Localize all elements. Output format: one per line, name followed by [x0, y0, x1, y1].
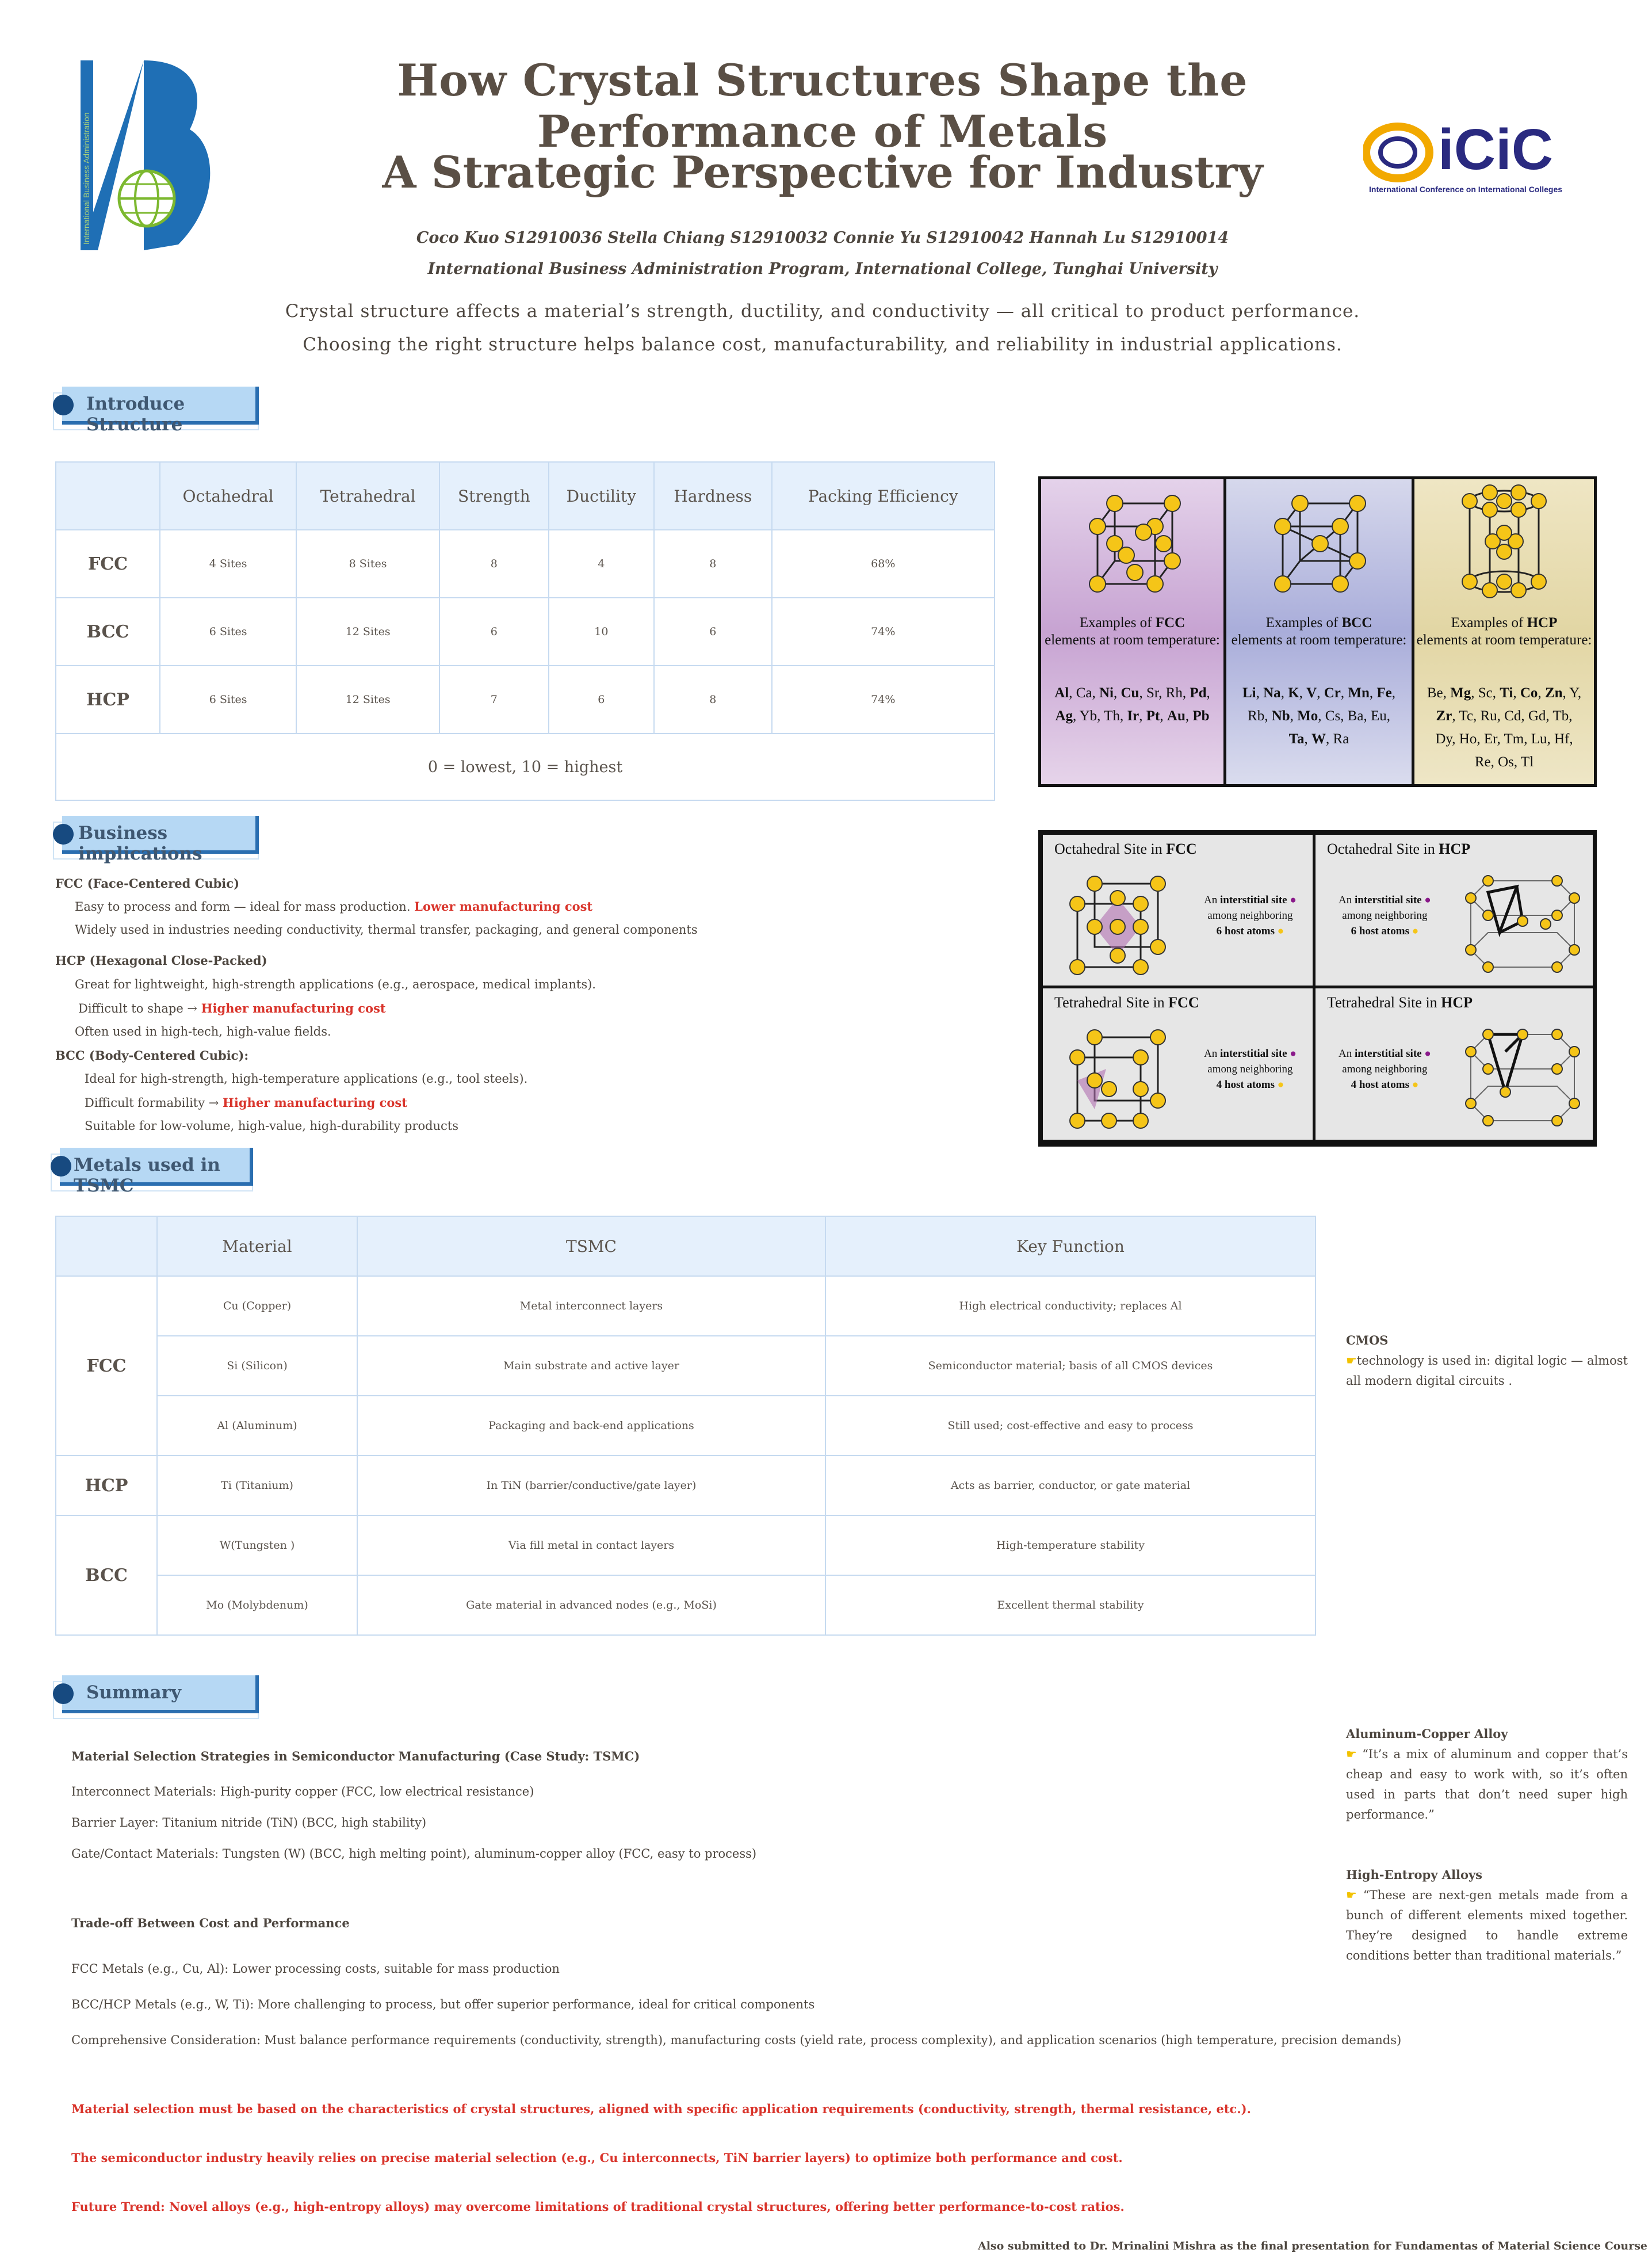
icic-name: iCiC	[1438, 117, 1553, 182]
table-cell: High-temperature stability	[825, 1515, 1316, 1575]
summary-conclusion: Future Trend: Novel alloys (e.g., high-entropy alloys) may overcome limitations of traditional crystal structures, offering better performance-to-cost ratios.	[71, 2199, 1125, 2214]
biz-bcc-line: Suitable for low-volume, high-value, high-durability products	[85, 1119, 459, 1133]
table-cell: In TiN (barrier/conductive/gate layer)	[357, 1456, 825, 1515]
hcp-element-list: Be, Mg, Sc, Ti, Co, Zn, Y, Zr, Tc, Ru, Cd, Gd, Tb, Dy, Ho, Er, Tm, Lu, Hf, Re, Os, Tl	[1427, 685, 1582, 770]
table-cell: Cu (Copper)	[157, 1276, 357, 1336]
table-cell: 12 Sites	[296, 666, 439, 734]
table-cell: Packaging and back-end applications	[357, 1396, 825, 1456]
oct-fcc-diagram	[1060, 864, 1175, 979]
summary-line: Comprehensive Consideration: Must balance performance requirements (conductivity, strength), manufacturing costs (yield rate, process complexity), and application scenarios (high temperature, precision demands)	[71, 2033, 1402, 2047]
row-label-hcp: HCP	[56, 666, 160, 734]
hea-note: High-Entropy Alloys ☛ “These are next-gen metals made from a bunch of different elements mixed together. They’re designed to handle extreme conditions better than traditional materials.”	[1346, 1867, 1628, 1962]
section-header-metals: Metals used in TSMC	[51, 1148, 253, 1186]
section-header-introduce: Introduce Structure	[53, 387, 259, 425]
table-cell: 7	[439, 666, 549, 734]
table-cell: Al (Aluminum)	[157, 1396, 357, 1456]
bcc-elements-column	[1226, 479, 1414, 784]
col-ductility: Ductility	[549, 462, 654, 530]
summary-heading-1: Material Selection Strategies in Semiconductor Manufacturing (Case Study: TSMC)	[71, 1749, 640, 1763]
table-cell: 10	[549, 598, 654, 666]
table-cell: 4 Sites	[160, 530, 296, 598]
table-cell: Main substrate and active layer	[357, 1336, 825, 1396]
title-line-1: How Crystal Structures Shape the Performance of Metals	[397, 55, 1248, 157]
logo-vertical-text: International Business Administration	[82, 112, 91, 245]
site-oct-hcp: Octahedral Site in HCP An interstitial site ● among neighboring 6 host atoms ●	[1314, 833, 1594, 987]
table-cell: 74%	[772, 666, 995, 734]
col-strength: Strength	[439, 462, 549, 530]
table-cell: 12 Sites	[296, 598, 439, 666]
table-row	[56, 598, 995, 666]
table-cell: 6	[549, 666, 654, 734]
biz-hcp-line: Great for lightweight, high-strength applications (e.g., aerospace, medical implants).	[75, 977, 596, 991]
pointing-hand-icon: ☛	[1346, 1888, 1357, 1902]
site-tet-fcc: Tetrahedral Site in FCC An interstitial site ● among neighboring 4 host atoms ●	[1041, 987, 1314, 1141]
hcp-elements-column	[1414, 479, 1594, 784]
interstitial-sites-panel	[1038, 830, 1597, 1147]
structure-table	[55, 461, 995, 801]
icic-logo	[1363, 118, 1588, 198]
biz-bcc-line: Difficult formability → Higher manufacturing cost	[85, 1095, 407, 1110]
summary-line: BCC/HCP Metals (e.g., W, Ti): More challenging to process, but offer superior performance, ideal for critical components	[71, 1998, 815, 2011]
scale-note: 0 = lowest, 10 = highest	[56, 734, 995, 800]
icic-subtitle: International Conference on International Colleges	[1369, 185, 1563, 194]
corner-cell	[56, 1216, 157, 1276]
elements-panel	[1038, 476, 1597, 787]
table-cell: Semiconductor material; basis of all CMOS devices	[825, 1336, 1316, 1396]
table-row	[56, 1336, 1316, 1396]
intro-line-2: Choosing the right structure helps balance cost, manufacturability, and reliability in industrial applications.	[303, 334, 1343, 355]
table-row	[56, 1575, 1316, 1635]
site-description: An interstitial site ● among neighboring 6 host atoms ●	[1339, 894, 1431, 937]
bcc-unit-cell-icon	[1260, 486, 1375, 601]
table-cell: 6 Sites	[160, 598, 296, 666]
site-description: An interstitial site ● among neighboring 4 host atoms ●	[1339, 1048, 1431, 1091]
table-row	[56, 666, 995, 734]
group-bcc: BCC	[56, 1515, 157, 1635]
table-cell: 6 Sites	[160, 666, 296, 734]
table-cell: 74%	[772, 598, 995, 666]
col-key-function: Key Function	[825, 1216, 1316, 1276]
table-row	[56, 1515, 1316, 1575]
table-cell: High electrical conductivity; replaces Al	[825, 1276, 1316, 1336]
pointing-hand-icon: ☛	[1346, 1747, 1357, 1761]
table-cell: Excellent thermal stability	[825, 1575, 1316, 1635]
section-header-summary: Summary	[53, 1675, 259, 1713]
title-line-2: A Strategic Perspective for Industry	[382, 147, 1263, 198]
table-row	[56, 1456, 1316, 1515]
tet-fcc-diagram	[1060, 1017, 1175, 1132]
cmos-note: CMOS ☛technology is used in: digital logic — almost all modern digital circuits .	[1346, 1333, 1628, 1388]
table-cell: W(Tungsten )	[157, 1515, 357, 1575]
fcc-element-list: Al, Ca, Ni, Cu, Sr, Rh, Pd, Ag, Yb, Th, Ir, Pt, Au, Pb	[1054, 685, 1210, 724]
group-fcc: FCC	[56, 1276, 157, 1456]
section-header-business: Business implications	[53, 816, 259, 854]
summary-line: FCC Metals (e.g., Cu, Al): Lower processing costs, suitable for mass production	[71, 1962, 560, 1976]
table-cell: Si (Silicon)	[157, 1336, 357, 1396]
table-cell: 68%	[772, 530, 995, 598]
site-description: An interstitial site ● among neighboring 4 host atoms ●	[1204, 1048, 1297, 1091]
summary-heading-2: Trade-off Between Cost and Performance	[71, 1916, 350, 1930]
table-cell: 6	[439, 598, 549, 666]
table-cell: 8	[439, 530, 549, 598]
site-tet-hcp: Tetrahedral Site in HCP An interstitial site ● among neighboring 4 host atoms ●	[1314, 987, 1594, 1141]
table-row	[56, 1276, 1316, 1336]
table-cell: Still used; cost-effective and easy to process	[825, 1396, 1316, 1456]
oct-hcp-diagram	[1465, 869, 1580, 973]
bcc-element-list: Li, Na, K, V, Cr, Mn, Fe, Rb, Nb, Mo, Cs, Ba, Eu, Ta, W, Ra	[1242, 685, 1395, 747]
fcc-examples-caption: Examples of FCC elements at room temperature:	[1045, 615, 1220, 648]
table-cell: Ti (Titanium)	[157, 1456, 357, 1515]
table-row	[56, 1396, 1316, 1456]
summary-line: Interconnect Materials: High-purity copper (FCC, low electrical resistance)	[71, 1785, 534, 1798]
program-logo	[75, 60, 219, 250]
biz-fcc-line: Easy to process and form — ideal for mass production. Lower manufacturing cost	[75, 899, 593, 914]
group-hcp: HCP	[56, 1456, 157, 1515]
bcc-examples-caption: Examples of BCC elements at room temperature:	[1231, 615, 1407, 648]
summary-conclusion: Material selection must be based on the characteristics of crystal structures, aligned with specific application requirements (conductivity, strength, thermal resistance, etc.).	[71, 2102, 1251, 2116]
table-cell: Mo (Molybdenum)	[157, 1575, 357, 1635]
alcu-note: Aluminum-Copper Alloy ☛ “It’s a mix of aluminum and copper that’s cheap and easy to work with, so it’s often used in parts that don’t need super high performance.”	[1346, 1727, 1628, 1821]
authors: Coco Kuo S12910036 Stella Chiang S12910032 Connie Yu S12910042 Hannah Lu S12910014	[416, 229, 1229, 247]
table-cell: 8	[654, 530, 772, 598]
table-cell: Acts as barrier, conductor, or gate material	[825, 1456, 1316, 1515]
site-description: An interstitial site ● among neighboring 6 host atoms ●	[1204, 894, 1297, 937]
col-octahedral: Octahedral	[160, 462, 296, 530]
site-oct-fcc: Octahedral Site in FCC An interstitial site ● among neighboring 6 host atoms ●	[1041, 833, 1314, 987]
table-cell: 4	[549, 530, 654, 598]
table-cell: 8 Sites	[296, 530, 439, 598]
row-label-bcc: BCC	[56, 598, 160, 666]
summary-conclusion: The semiconductor industry heavily relies on precise material selection (e.g., Cu interconnects, TiN barrier layers) to optimize both performance and cost.	[71, 2151, 1123, 2165]
hea-title: High-Entropy Alloys	[1346, 1867, 1483, 1882]
table-cell: 8	[654, 666, 772, 734]
table-cell: Via fill metal in contact layers	[357, 1515, 825, 1575]
col-tetrahedral: Tetrahedral	[296, 462, 439, 530]
affiliation: International Business Administration Program, International College, Tunghai University	[427, 260, 1218, 278]
summary-line: Barrier Layer: Titanium nitride (TiN) (BCC, high stability)	[71, 1816, 427, 1830]
intro-line-1: Crystal structure affects a material’s strength, ductility, and conductivity — all critical to product performance.	[285, 301, 1360, 322]
biz-bcc-line: Ideal for high-strength, high-temperature applications (e.g., tool steels).	[85, 1072, 528, 1086]
biz-hcp-line: Difficult to shape → Higher manufacturing cost	[78, 1001, 386, 1015]
footer-note: Also submitted to Dr. Mrinalini Mishra as the final presentation for Fundamentas of Material Science Course	[977, 2240, 1647, 2252]
tet-hcp-diagram	[1465, 1023, 1580, 1126]
biz-hcp-title: HCP (Hexagonal Close-Packed)	[55, 953, 267, 968]
row-label-fcc: FCC	[56, 530, 160, 598]
col-packing: Packing Efficiency	[772, 462, 995, 530]
cmos-title: CMOS	[1346, 1333, 1389, 1347]
hcp-unit-cell-icon	[1447, 484, 1562, 599]
biz-bcc-title: BCC (Body-Centered Cubic):	[55, 1048, 249, 1063]
corner-cell	[56, 462, 160, 530]
biz-fcc-line: Widely used in industries needing conductivity, thermal transfer, packaging, and general components	[75, 923, 698, 937]
tsmc-table	[55, 1216, 1316, 1636]
biz-hcp-line: Often used in high-tech, high-value fields.	[75, 1025, 331, 1038]
pointing-hand-icon: ☛	[1346, 1354, 1357, 1368]
col-material: Material	[157, 1216, 357, 1276]
alcu-title: Aluminum-Copper Alloy	[1346, 1727, 1508, 1741]
col-hardness: Hardness	[654, 462, 772, 530]
biz-fcc-title: FCC (Face-Centered Cubic)	[55, 876, 240, 891]
fcc-elements-column	[1041, 479, 1226, 784]
table-row	[56, 530, 995, 598]
table-cell: Metal interconnect layers	[357, 1276, 825, 1336]
summary-line: Gate/Contact Materials: Tungsten (W) (BCC, high melting point), aluminum-copper alloy (FCC, easy to process)	[71, 1847, 757, 1861]
fcc-unit-cell-icon	[1074, 486, 1190, 601]
table-cell: 6	[654, 598, 772, 666]
hcp-examples-caption: Examples of HCP elements at room temperature:	[1416, 615, 1592, 648]
col-tsmc: TSMC	[357, 1216, 825, 1276]
table-cell: Gate material in advanced nodes (e.g., MoSi)	[357, 1575, 825, 1635]
